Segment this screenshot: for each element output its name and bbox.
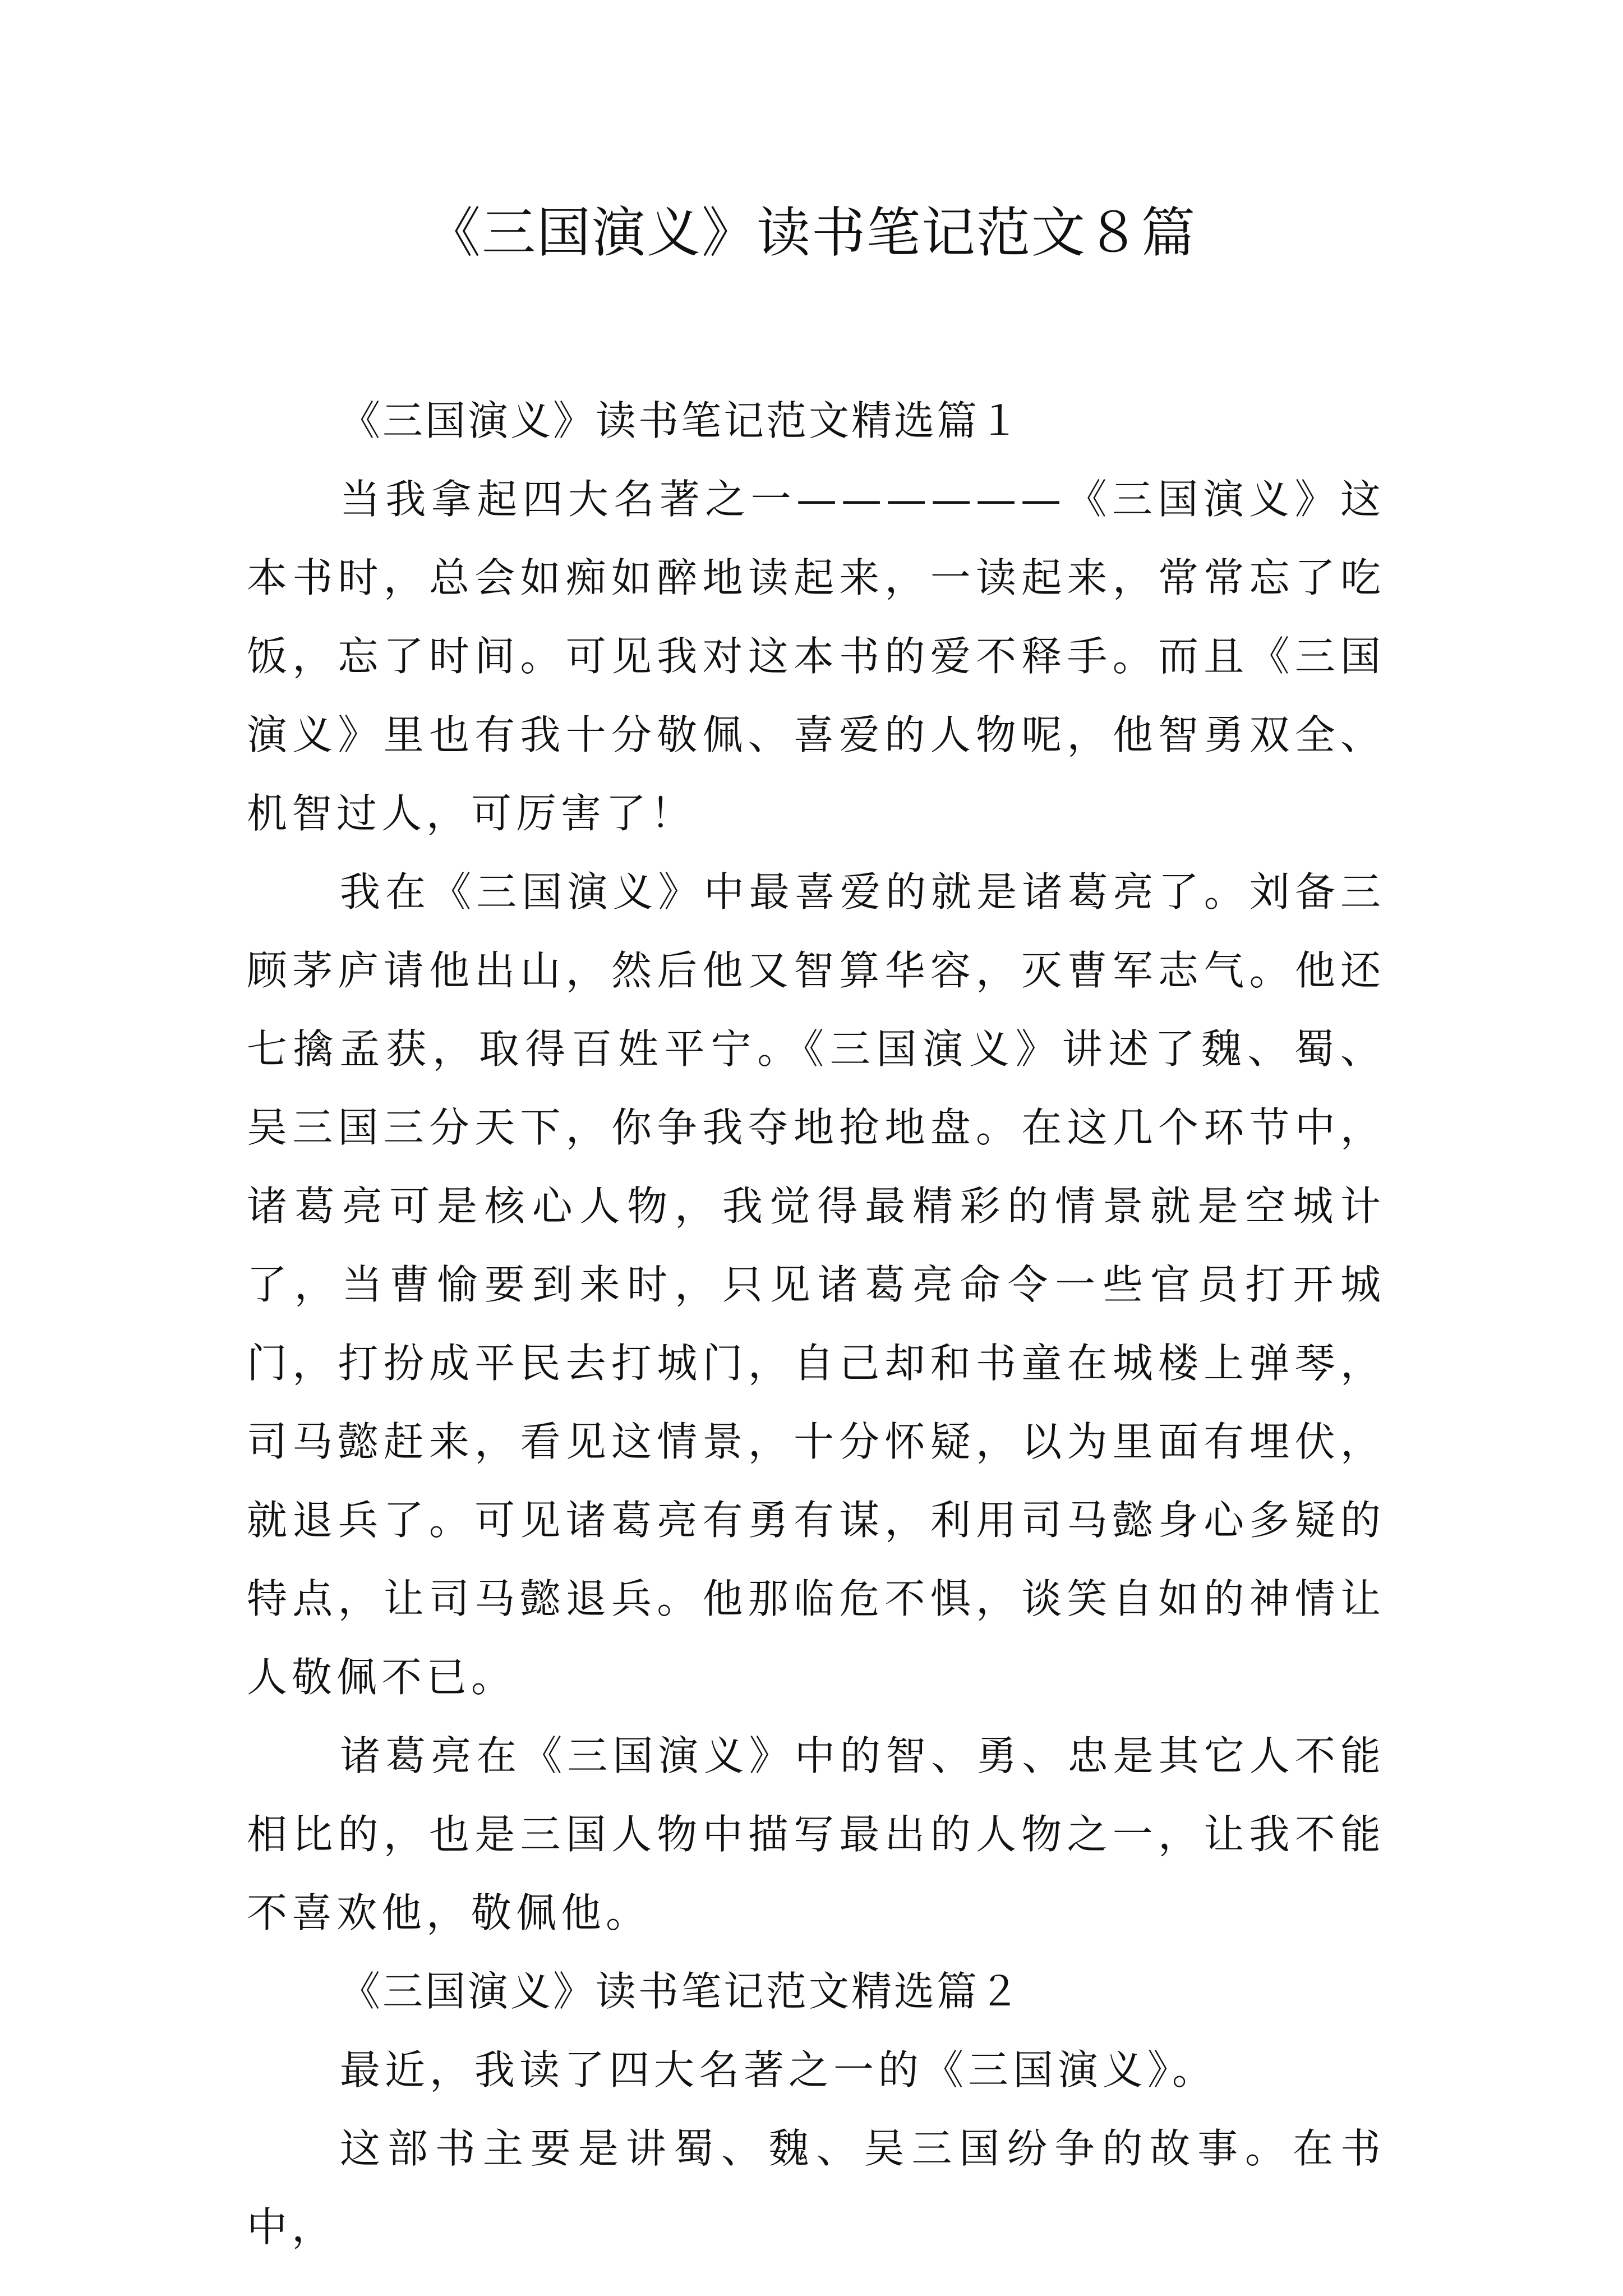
paragraph: 诸葛亮在《三国演义》中的智、勇、忠是其它人不能相比的，也是三国人物中描写最出的人物之一，让我不能不喜欢他，敬佩他。 — [247, 1732, 1385, 1936]
section-heading-2: 《三国演义》读书笔记范文精选篇２ — [340, 1968, 1022, 2015]
paragraph: 这部书主要是讲蜀、魏、吴三国纷争的故事。在书中， — [247, 2125, 1385, 2251]
document-title: 《三国演义》读书笔记范文８篇 — [427, 201, 1196, 264]
paragraph: 我在《三国演义》中最喜爱的就是诸葛亮了。刘备三顾茅庐请他出山，然后他又智算华容，灭曹军志气。他还七擒孟获，取得百姓平宁。《三国演义》讲述了魏、蜀、吴三国三分天下，你争我夺地抢地盘。在这几个环节中，诸葛亮可是核心人物，我觉得最精彩的情景就是空城计了，当曹愉要到来时，只见诸葛亮命令一些官员打开城门，打扮成平民去打城门，自己却和书童在城楼上弹琴，司马懿赶来，看见这情景，十分怀疑，以为里面有埋伏，就退兵了。可见诸葛亮有勇有谋，利用司马懿身心多疑的特点，让司马懿退兵。他那临危不惧，谈笑自如的神情让人敬佩不已。 — [247, 868, 1385, 1701]
paragraph: 最近，我读了四大名著之一的《三国演义》。 — [340, 2046, 1218, 2093]
document-body — [247, 381, 1385, 2266]
section-heading-1: 《三国演义》读书笔记范文精选篇１ — [340, 397, 1022, 444]
paragraph: 当我拿起四大名著之一——————《三国演义》这本书时，总会如痴如醉地读起来，一读起来，常常忘了吃饭，忘了时间。可见我对这本书的爱不释手。而且《三国演义》里也有我十分敬佩、喜爱的人物呢，他智勇双全、机智过人，可厉害了！ — [247, 476, 1385, 837]
